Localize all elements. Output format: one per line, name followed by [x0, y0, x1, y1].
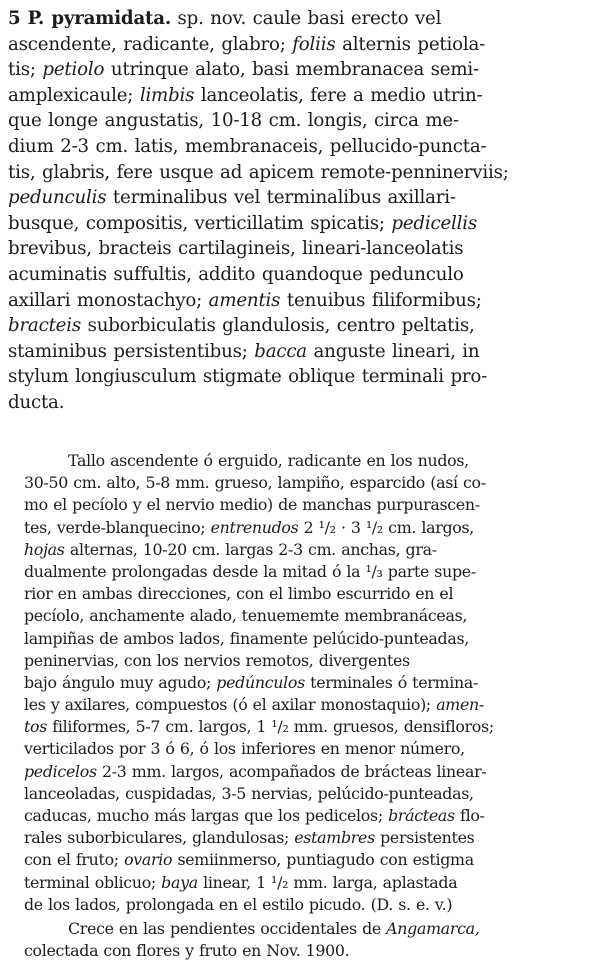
text-run: tis, glabris, fere usque ad apicem remote-penninerviis; — [8, 161, 509, 183]
text-run: brevibus, bracteis cartilagineis, lineari-lanceolatis — [8, 238, 464, 260]
text-run: 2 ¹/₂ · 3 ¹/₂ cm. largos, — [298, 517, 475, 537]
spanish-text-line — [24, 783, 589, 805]
text-run: utrinque alato, basi membranacea semi- — [104, 59, 479, 81]
spanish-text-line — [24, 628, 589, 650]
italic-term: pedunculis — [8, 187, 107, 209]
latin-text-line — [8, 236, 592, 262]
spanish-text-line — [24, 827, 589, 849]
italic-term: hojas — [24, 539, 65, 559]
italic-term: pedicelos — [24, 761, 97, 781]
italic-term: entrenudos — [210, 517, 299, 537]
italic-term: bacca — [254, 340, 307, 362]
text-run: lanceolatis, fere a medio utrin- — [194, 84, 483, 106]
italic-term: tos — [24, 717, 48, 737]
spanish-text-line — [24, 918, 589, 940]
species-heading: 5 — [8, 8, 28, 29]
latin-text-line — [8, 390, 592, 416]
italic-term: foliis — [292, 33, 336, 55]
italic-term: limbis — [139, 84, 195, 106]
text-run: busque, compositis, verticillatim spicatis; — [8, 212, 392, 234]
italic-term: estambres — [294, 828, 375, 848]
latin-text-line — [8, 83, 592, 109]
text-run: filiformes, 5-7 cm. largos, 1 ¹/₂ mm. gruesos, densifloros; — [47, 717, 494, 737]
species-heading: P. pyramidata. — [27, 8, 171, 29]
spanish-text-line — [24, 805, 589, 827]
spanish-text-line — [24, 849, 589, 871]
latin-text-line — [8, 134, 592, 160]
spanish-text-line — [24, 605, 589, 627]
spanish-text-line — [24, 450, 589, 472]
text-run: mo el pecíolo y el nervio medio) de manchas purpurascen- — [24, 495, 480, 515]
latin-text-line — [8, 185, 592, 211]
spanish-text-line — [24, 761, 589, 783]
text-run: lampiñas de ambos lados, finamente pelúcido-punteadas, — [24, 628, 469, 648]
spanish-text-line — [24, 940, 589, 962]
text-run: dualmente prolongadas desde la mitad ó la ¹/₃ parte supe- — [24, 561, 476, 581]
spanish-text-line — [24, 583, 589, 605]
text-run: terminalibus vel terminalibus axillari- — [106, 187, 456, 209]
latin-text-line — [8, 108, 592, 134]
text-run: semiinmerso, puntiagudo con estigma — [172, 850, 474, 870]
text-run: colectada con flores y fruto en Nov. 1900. — [24, 941, 350, 961]
text-run: tes, verde-blanquecino; — [24, 517, 211, 537]
latin-text-line — [8, 6, 592, 32]
text-run: terminal oblicuo; — [24, 872, 162, 892]
text-run: persistentes — [374, 828, 475, 848]
text-run: sp. nov. caule basi erecto vel — [170, 8, 442, 29]
text-run: axillari monostachyo; — [8, 289, 209, 311]
text-run: dium 2-3 cm. latis, membranaceis, pellucido-puncta- — [8, 135, 487, 157]
text-run: verticilados por 3 ó 6, ó los inferiores en menor número, — [24, 739, 465, 759]
italic-term: pedúnculos — [216, 672, 305, 692]
latin-text-line — [8, 339, 592, 365]
text-run: staminibus persistentibus; — [8, 340, 255, 362]
text-run: lanceoladas, cuspidadas, 3-5 nervias, pelúcido-punteadas, — [24, 783, 474, 803]
spanish-text-line — [24, 517, 589, 539]
text-run: alternis petiola- — [335, 33, 486, 55]
text-run: acuminatis suffultis, addito quandoque pedunculo — [8, 263, 464, 285]
text-run: Tallo ascendente ó erguido, radicante en los nudos, — [68, 451, 469, 470]
text-run: terminales ó termina- — [304, 672, 478, 692]
text-run: 30-50 cm. alto, 5-8 mm. grueso, lampiño, esparcido (así co- — [24, 473, 486, 493]
spanish-text-line — [24, 694, 589, 716]
latin-text-line — [8, 57, 592, 83]
text-run: linear, 1 ¹/₂ mm. larga, aplastada — [197, 872, 458, 892]
text-run: alternas, 10-20 cm. largas 2-3 cm. anchas, gra- — [64, 539, 437, 559]
spanish-text-line — [24, 672, 589, 694]
spanish-text-line — [24, 894, 589, 916]
italic-term: petiolo — [42, 59, 105, 81]
text-run: anguste lineari, in — [306, 340, 480, 362]
italic-term: brácteas — [388, 806, 455, 825]
latin-text-line — [8, 262, 592, 288]
text-run: rales suborbiculares, glandulosas; — [24, 828, 295, 848]
spanish-text-line — [24, 561, 589, 583]
text-run: 2-3 mm. largos, acompañados de brácteas linear- — [96, 761, 487, 781]
text-run: amplexicaule; — [8, 84, 140, 106]
text-run: tenuibus filiformibus; — [280, 289, 482, 311]
italic-term: amentis — [208, 289, 281, 311]
text-run: ducta. — [8, 391, 65, 413]
text-run: tis; — [8, 59, 43, 81]
text-run: stylum longiusculum stigmate oblique terminali pro- — [8, 366, 488, 388]
text-run: que longe angustatis, 10-18 cm. longis, circa me- — [8, 110, 459, 132]
italic-term: baya — [161, 872, 198, 892]
text-run: de los lados, prolongada en el estilo picudo. (D. s. e. v.) — [24, 894, 453, 914]
text-run: Crece en las pendientes occidentales de — [68, 918, 387, 938]
spanish-text-line — [24, 872, 589, 894]
latin-description — [8, 6, 592, 416]
text-run: flo- — [454, 806, 485, 825]
spanish-text-line — [24, 738, 589, 760]
latin-text-line — [8, 32, 592, 58]
text-run: caducas, mucho más largas que los pedicelos; — [24, 806, 389, 825]
spanish-description — [24, 450, 589, 962]
spanish-text-line — [24, 494, 589, 516]
spanish-text-line — [24, 539, 589, 561]
italic-term: bracteis — [8, 315, 81, 337]
italic-term: ovario — [124, 850, 173, 870]
text-run: pecíolo, anchamente alado, tenuememte membranáceas, — [24, 606, 468, 626]
italic-term: pedicellis — [391, 212, 478, 234]
latin-text-line — [8, 313, 592, 339]
text-run: les y axilares, compuestos (ó el axilar monostaquio); — [24, 695, 437, 715]
spanish-text-line — [24, 472, 589, 494]
italic-term: amen- — [436, 695, 484, 715]
text-run: bajo ángulo muy agudo; — [24, 672, 217, 692]
text-run: ascendente, radicante, glabro; — [8, 33, 293, 55]
latin-text-line — [8, 364, 592, 390]
spanish-text-line — [24, 650, 589, 672]
italic-term: Angamarca, — [386, 918, 480, 938]
text-run: peninervias, con los nervios remotos, divergentes — [24, 650, 410, 670]
spanish-text-line — [24, 716, 589, 738]
latin-text-line — [8, 211, 592, 237]
text-run: con el fruto; — [24, 850, 125, 870]
latin-text-line — [8, 160, 592, 186]
text-run: rior en ambas direcciones, con el limbo escurrido en el — [24, 584, 454, 604]
latin-text-line — [8, 288, 592, 314]
text-run: suborbiculatis glandulosis, centro peltatis, — [81, 315, 475, 337]
